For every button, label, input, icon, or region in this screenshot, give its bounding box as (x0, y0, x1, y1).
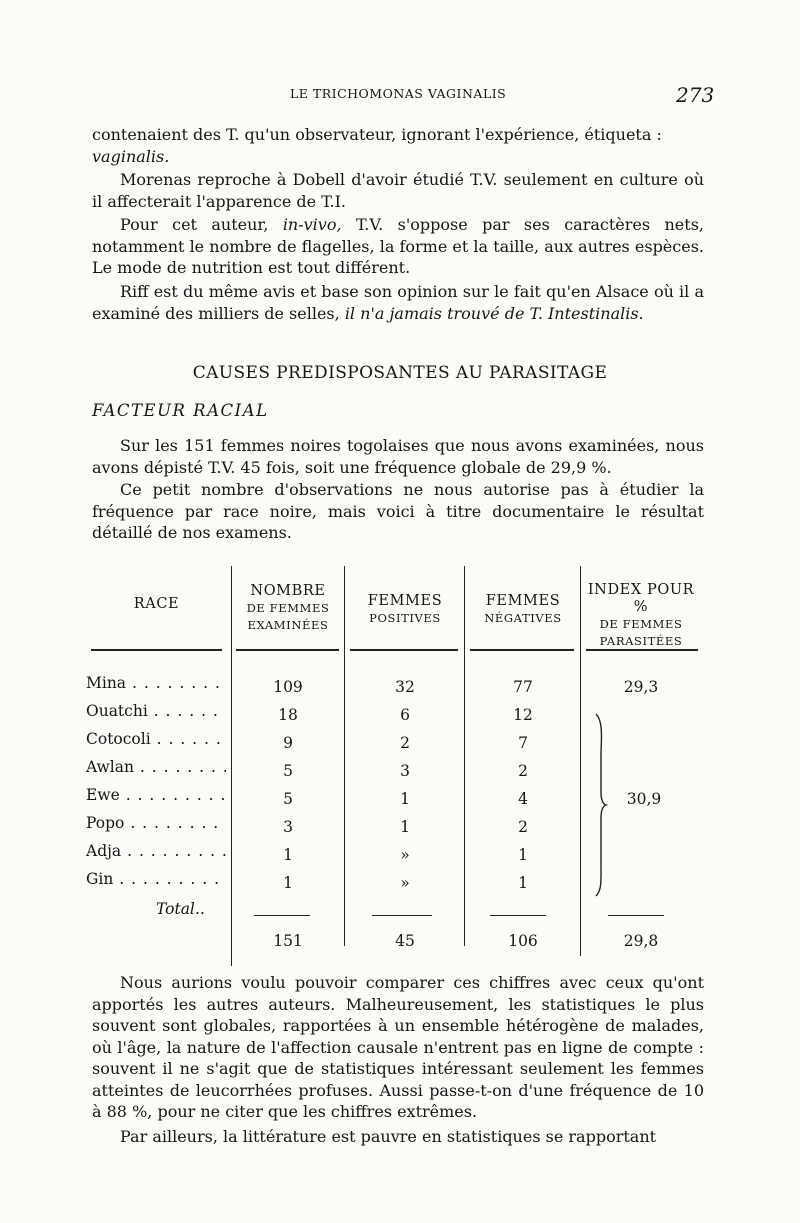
paragraph-litterature: Par ailleurs, la littérature est pauvre en statistiques se rapportant (120, 1127, 657, 1146)
cell-negative: 7 (518, 734, 528, 752)
cell-negative: 12 (513, 706, 533, 724)
header-label: NOMBRE (250, 583, 326, 599)
header-label: FEMMES (485, 593, 561, 609)
cell-examined: 18 (278, 706, 298, 724)
header-rule (350, 649, 458, 651)
cell-positive: » (400, 846, 410, 864)
cell-negative: 77 (513, 678, 533, 696)
cell-examined: 1 (283, 846, 293, 864)
cell-positive: 3 (400, 762, 410, 780)
cell-positive: 2 (400, 734, 410, 752)
cell-index: 29,3 (623, 678, 659, 696)
total-label: Total.. (156, 900, 205, 918)
cell-positive: 6 (400, 706, 410, 724)
total-examined: 151 (273, 932, 303, 950)
cell-positive: 1 (400, 790, 410, 808)
header-rule (236, 649, 339, 651)
grouping-brace (594, 712, 608, 898)
total-positive: 45 (395, 932, 415, 950)
total-rule (608, 915, 664, 916)
cell-index-grouped: 30,9 (626, 790, 662, 808)
section-title: CAUSES PREDISPOSANTES AU PARASITAGE (192, 363, 608, 383)
total-negative: 106 (508, 932, 538, 950)
column-divider (464, 566, 465, 946)
cell-positive: 1 (400, 818, 410, 836)
race-name: Popo . . . (86, 814, 226, 832)
cell-negative: 2 (518, 762, 528, 780)
header-label: DE FEMMES (599, 617, 683, 631)
cell-examined: 5 (283, 790, 293, 808)
total-rule (372, 915, 432, 916)
paragraph-morenas: Morenas reproche à Dobell d'avoir étudié T.V. seulement en culture où il affecterait l'apparence de T.I. (92, 170, 704, 211)
column-divider (344, 566, 345, 946)
header-positive (348, 593, 462, 627)
column-divider (231, 566, 232, 966)
cell-negative: 4 (518, 790, 528, 808)
column-divider (580, 566, 581, 956)
header-label: RACE (133, 596, 180, 612)
total-rule (490, 915, 546, 916)
race-name: Awlan . . . (86, 758, 226, 776)
header-examined (234, 583, 342, 634)
paragraph-text: T.V. s'oppose par ses caractères nets, notamment le nombre de flagelles, la forme et la taille, aux autres espèces. Le mode de nutrition est tout différent. (92, 215, 705, 277)
subsection-title: FACTEUR RACIAL (92, 401, 269, 420)
cell-examined: 1 (283, 874, 293, 892)
header-label: DE FEMMES (246, 601, 330, 615)
header-index (582, 582, 700, 650)
paragraph-text: contenaient des T. qu'un observateur, ignorant l'expérience, étiqueta : (92, 125, 662, 144)
paragraph-observations: Ce petit nombre d'observations ne nous autorise pas à étudier la fréquence par race noire, mais voici à titre documentaire le résultat détaillé de nos examens. (92, 480, 704, 542)
race-name: Cotocoli . . . (86, 730, 226, 748)
page-number: 273 (676, 83, 715, 107)
cell-examined: 3 (283, 818, 293, 836)
cell-examined: 5 (283, 762, 293, 780)
paragraph-text: Pour cet auteur, (120, 215, 283, 234)
cell-examined: 9 (283, 734, 293, 752)
total-rule (254, 915, 310, 916)
header-race (91, 596, 222, 613)
race-name: Adja . . . (86, 842, 226, 860)
race-name: Gin . . . (86, 870, 226, 888)
cell-negative: 1 (518, 846, 528, 864)
header-label: POSITIVES (369, 611, 441, 625)
cell-negative: 2 (518, 818, 528, 836)
paragraph-statistics: Sur les 151 femmes noires togolaises que nous avons examinées, nous avons dépisté T.V. 45 fois, soit une fréquence globale de 29,9 %. (92, 436, 704, 477)
italic-term: vaginalis. (92, 146, 170, 166)
italic-term: in-vivo, (282, 215, 342, 234)
header-label: FEMMES (367, 593, 443, 609)
header-negative (467, 593, 579, 627)
race-name: Mina . . . (86, 674, 226, 692)
paragraph-text: Riff est du même avis et base son opinion sur le fait qu'en Alsace où il a examiné des milliers de selles, (92, 282, 704, 323)
total-index: 29,8 (623, 932, 659, 950)
cell-examined: 109 (273, 678, 303, 696)
cell-positive: » (400, 874, 410, 892)
italic-quote: il n'a jamais trouvé de T. Intestinalis. (344, 303, 644, 323)
header-label: NÉGATIVES (484, 611, 562, 625)
header-label: PARASITÉES (599, 634, 683, 648)
cell-positive: 32 (395, 678, 415, 696)
race-name: Ouatchi . . . (86, 702, 226, 720)
header-rule (470, 649, 574, 651)
paragraph-comparison: Nous aurions voulu pouvoir comparer ces chiffres avec ceux qu'ont apportés les autres auteurs. Malheureusement, les statistiques le plus souvent sont globales, rapportées à un ensemble hétérogène de malades, où l'âge, la nature de l'affection causale n'entrent pas en ligne de compte : souvent il ne s'agit que de statistiques intéressant seulement les femmes atteintes de leucorrhées profuses. Aussi passe-t-on d'une fréquence de 10 à 88 %, pour ne citer que les chiffres extrêmes. (92, 973, 704, 1121)
header-label: EXAMINÉES (247, 618, 329, 632)
header-label: INDEX POUR % (587, 582, 695, 615)
header-rule (91, 649, 222, 651)
race-name: Ewe . . . (86, 786, 226, 804)
running-title: LE TRICHOMONAS VAGINALIS (290, 86, 507, 101)
cell-negative: 1 (518, 874, 528, 892)
